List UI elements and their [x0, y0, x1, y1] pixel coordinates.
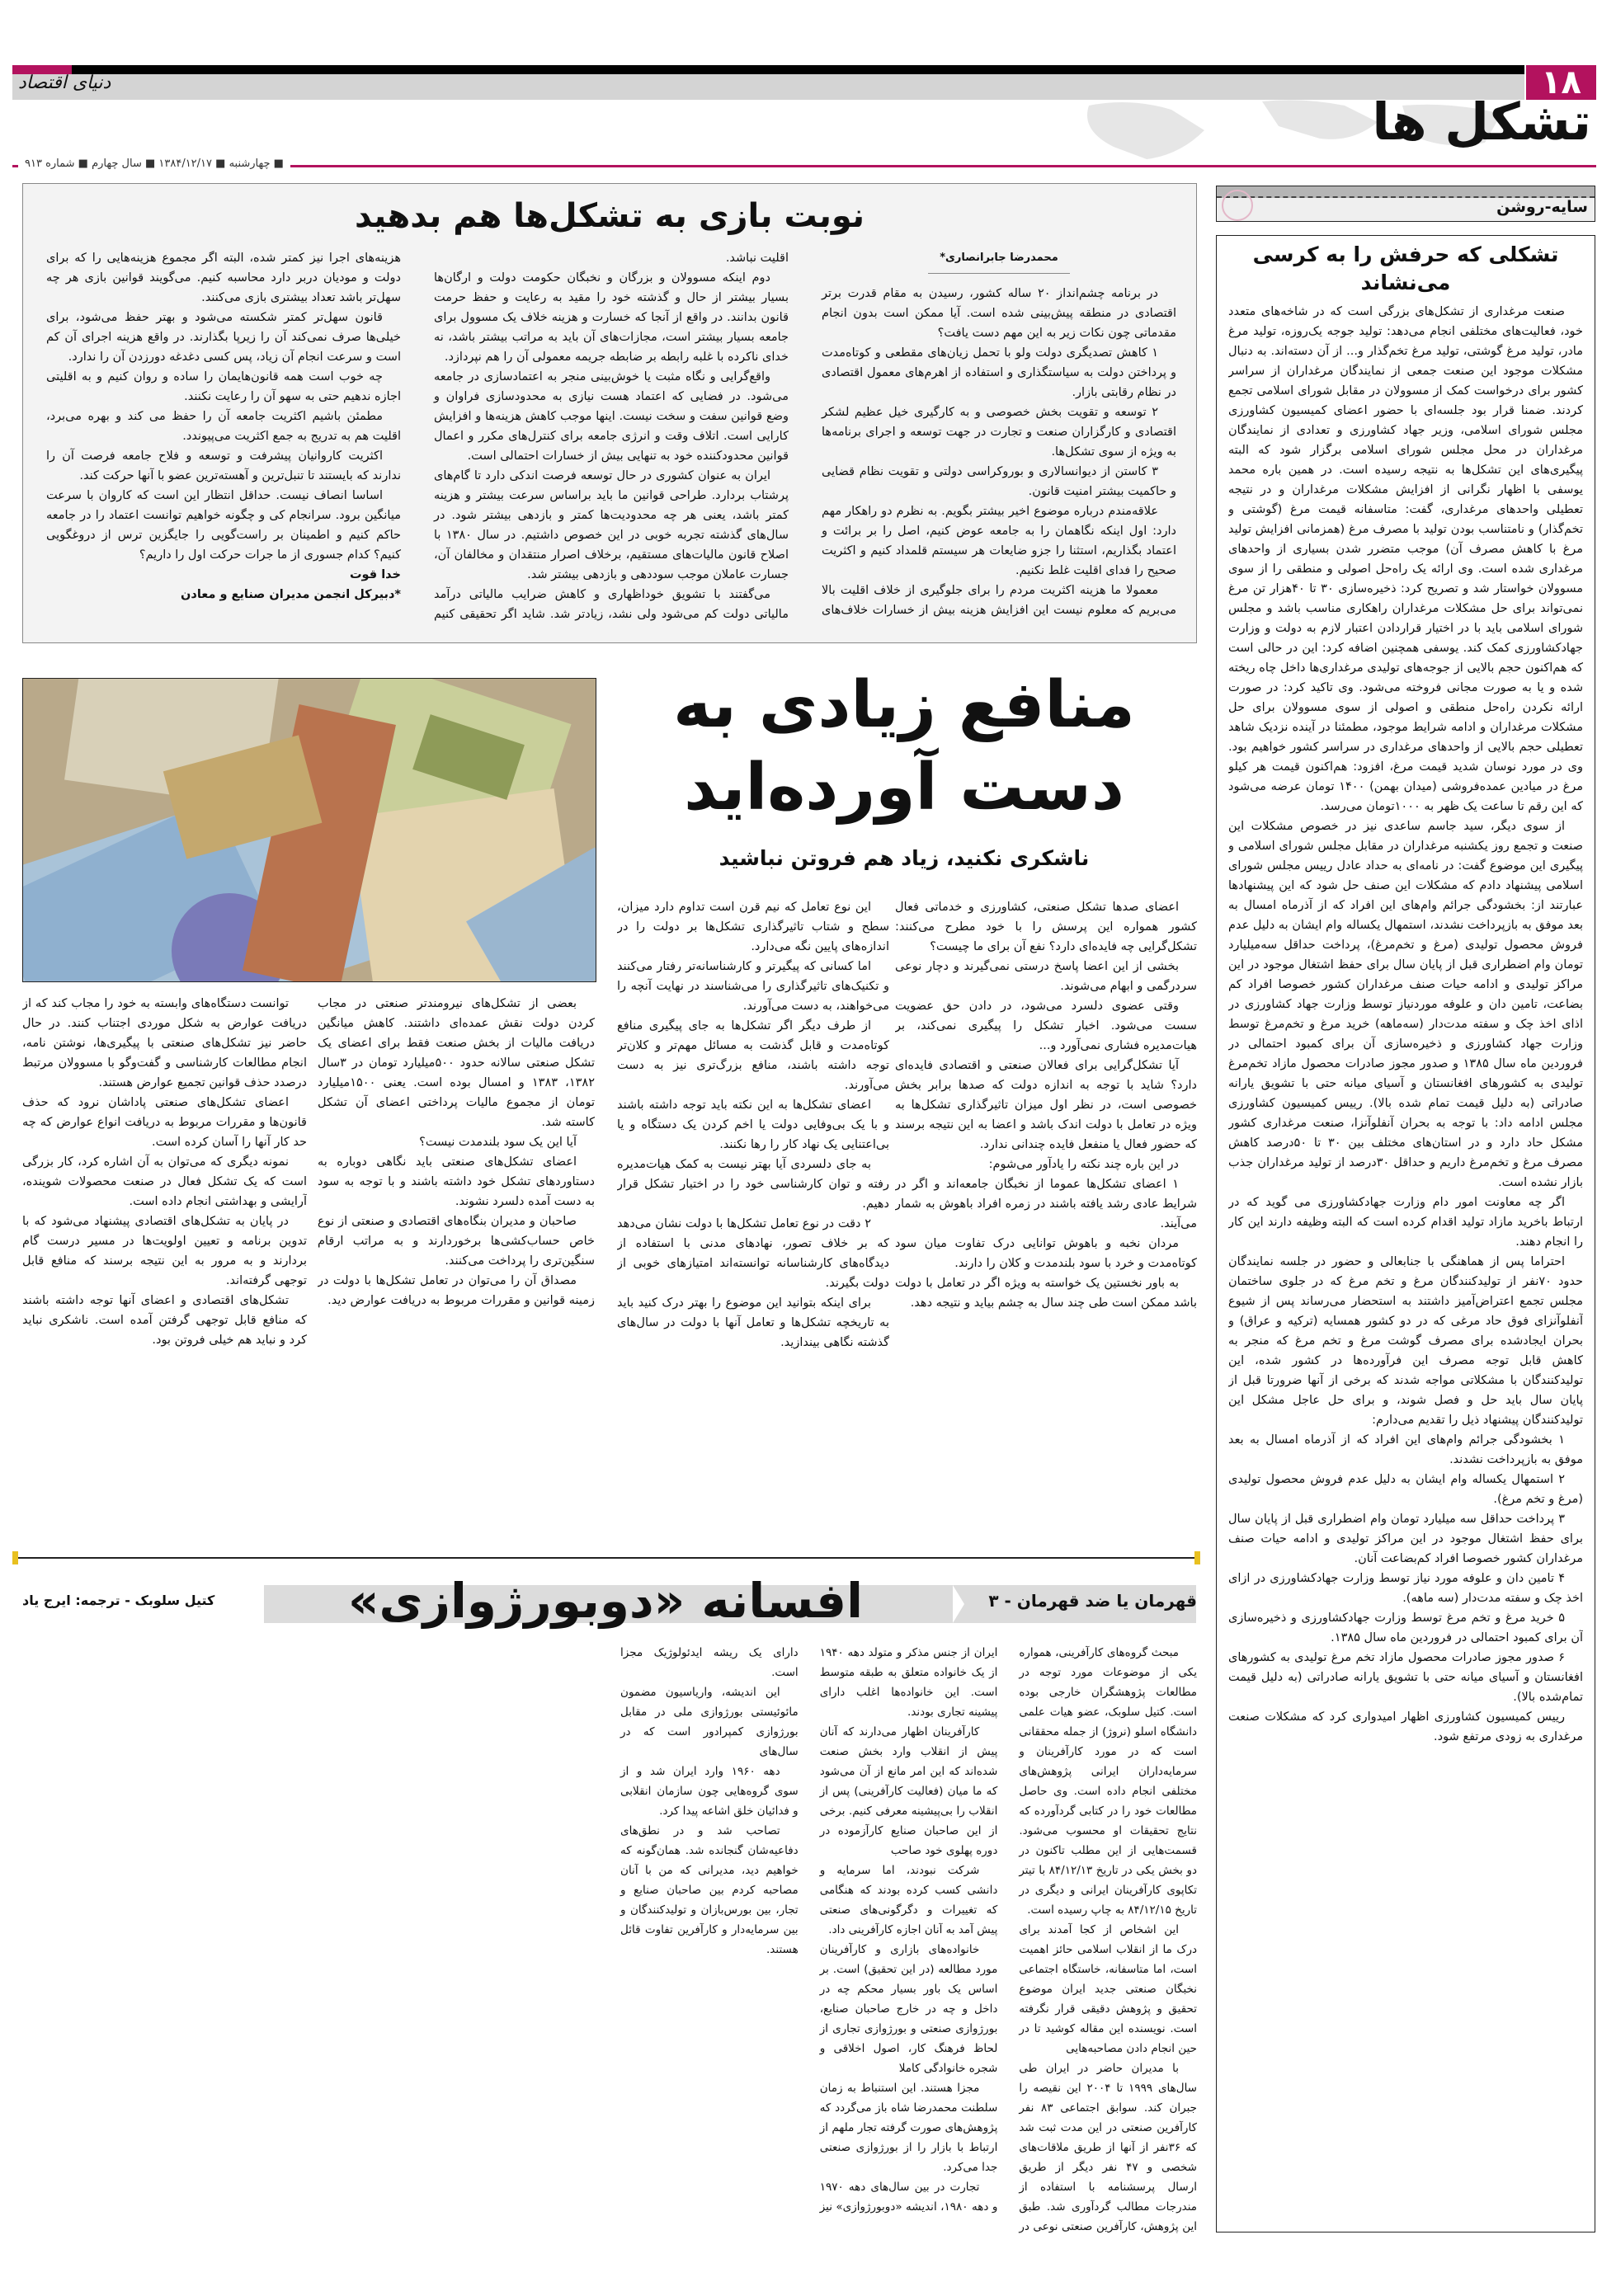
sidebar-article — [1216, 235, 1595, 2232]
paragraph: به جای دلسردی آیا بهتر نیست به کمک هیات‌مدیره رفته و توان کارشناسی خود را در اختیار تشکل قرار دهیم. — [617, 1158, 889, 1211]
banknotes-photo — [22, 678, 596, 982]
paragraph: در این باره چند نکته را یادآور می‌شوم: — [988, 1158, 1179, 1171]
paragraph: ایران به عنوان کشوری در حال توسعه فرصت اندکی دارد تا گام‌های پرشتاب بردارد. طراحی قوانین ما باید براساس سرعت بیشتر و هزینه کمتر باشد، یعنی هر چه محدودیت‌ها کمتر و بازدهی بیشتر شود. در سال‌های گذشته تجربه خوبی در این خصوص داشتیم. در سال ۱۳۸۰ با اصلاح قانون مالیات‌های مستقیم، برخلاف اصرار منتقدان و مخالفان آن، جسارت عاملان موجب سوددهی و بازدهی بیشتر شد. — [434, 469, 789, 581]
paragraph: وقتی عضوی دلسرد می‌شود، در دادن حق عضویت سست می‌شود. اخبار تشکل را پیگیری نمی‌کند، بر هیات‌مدیره فشاری نمی‌آورد و... — [895, 1000, 1197, 1052]
paragraph: می‌گفتند با تشویق خوداظهاری و کاهش ضرایب مالیاتی درآمد مالیاتی دولت کم می‌شود ولی نشد، زیادتر شد. شاید اگر تحقیقی کنیم هزینه‌های اجرا نیز کمتر شده، البته اگر مجموع هزینه‌هایی را که برای دولت و مودیان دربر دارد محاسبه کنیم. می‌گویند قوانین بازی هر چه سهل‌تر باشد تعداد بیشتری بازی می‌کنند. — [46, 252, 789, 621]
main-headline: منافع زیادی به دست آورده‌اید — [673, 668, 1135, 825]
paragraph: مبحث گروه‌های کارآفرینی، همواره یکی از موضوعات مورد توجه در مطالعات پژوهشگران خارجی بوده است. کتیل سلوبک، عضو هیات علمی دانشگاه اسلو (نروژ) از جمله محققانی است که در مورد کارآفرینان و سرمایه‌داران ایرانی پژوهش‌های مختلفی انجام داده است. وی حاصل مطالعات خود را در کتابی گردآورده که نتایج تحقیقات او محسوب می‌شود. قسمت‌هایی از این مطلب تاکنون در دو بخش یکی در تاریخ ۸۴/۱۲/۱۳ با تیتر تکاپوی کارآفرینان ایرانی و دیگری در تاریخ ۸۴/۱۲/۱۵ به چاپ رسیده است. — [1019, 1646, 1197, 1917]
sidebar-column-header — [1216, 186, 1595, 222]
series-article-body — [22, 1643, 1197, 2237]
paragraph: کارآفرینان اظهار می‌دارند که آنان پیش از انقلاب وارد بخش صنعت شده‌اند که این امر مانع از آن می‌شود که ما میان (فعالیت کارآفرینی) پس از انقلاب را بی‌پیشینه معرفی کنیم. برخی از این صاحبان صنایع کارآزموده در دوره پهلوی خود صاحب — [819, 1725, 998, 1857]
paragraph: اساسا انصاف نیست. حداقل انتظار این است که کاروان با سرعت میانگین برود. سرانجام کی و چگونه خواهیم توانست اعتماد را در جامعه حاکم کنیم و اطمینان بر راست‌گویی را جایگزین ترس از دروغگویی کنیم؟ کدام جسوری از ما جرات حرکت اول را داریم؟ — [46, 489, 401, 562]
masthead-gray-bar — [12, 74, 1524, 100]
paragraph: مصداق آن را می‌توان در تعامل تشکل‌ها با دولت در زمینه قوانین و مقررات مربوط به دریافت عوارض دید. — [318, 1274, 595, 1307]
paragraph: صاحبان و مدیران بنگاه‌های اقتصادی و صنعتی از نوع خاص حساب‌کشی‌ها برخوردارند و به مراتب ارقام سنگین‌تری را پرداخت می‌کنند. — [318, 1215, 595, 1268]
paragraph: خانواده‌های بازاری و کارآفرینان مورد مطالعه (در این تحقیق) است. بر اساس یک باور بسیار محکم چه در داخل و چه در خارج صاحبان صنایع، بورژوازی صنعتی و بورژوازی تجاری از لحاظ فرهنگ کار، اصول اخلاقی و شجره خانوادگی کاملا — [819, 1943, 998, 2075]
opinion-article-title: نوبت بازی به تشکل‌ها هم بدهید — [355, 197, 865, 235]
page-number: ۱۸ — [1526, 65, 1596, 100]
paragraph: بخشی از این اعضا پاسخ درستی نمی‌گیرند و دچار نوعی سردرگمی و ابهام می‌شوند. — [895, 960, 1197, 993]
globe-icon — [1222, 190, 1253, 221]
paragraph: این نوع تعامل که نیم قرن است تداوم دارد میزان، سطح و شتاب تاثیرگذاری تشکل‌ها بر دولت را در اندازه‌های پایین نگه می‌دارد. — [617, 901, 889, 953]
paragraph: در برنامه چشم‌انداز ۲۰ ساله کشور، رسیدن به مقام قدرت برتر اقتصادی در منطقه پیش‌بینی شده است. آیا ممکن است بدون انجام مقدماتی چون نکات زیر به این مهم دست یافت؟ — [822, 287, 1176, 340]
header-strip — [1217, 186, 1595, 198]
paragraph: ۵ خرید مرغ و تخم مرغ توسط وزارت جهادکشاورزی و ذخیره‌سازی آن برای کمبود احتمالی در فروردین ماه سال ۱۳۸۵. — [1228, 1611, 1583, 1644]
series-label: قهرمان یا ضد قهرمان - ۳ — [988, 1591, 1197, 1611]
paragraph: چه خوب است همه قانون‌هایمان را ساده و روان کنیم و به اقلیتی اجازه ندهیم حتی به سهو آن را رعایت نکنند. — [46, 370, 401, 403]
paragraph: این اشخاص از کجا آمدند برای درک ما از انقلاب اسلامی حائز اهمیت است، اما متاسفانه، خاستگاه اجتماعی نخبگان صنعتی جدید ایران موضوع تحقیق و پژوهش دقیقی قرار نگرفته است. نویسنده این مقاله کوشید تا در حین انجام دادن مصاحبه‌هایی — [1019, 1923, 1197, 2055]
paragraph: ۲ دقت در نوع تعامل تشکل‌ها با دولت نشان می‌دهد که بر خلاف تصور، نهادهای مدنی با استفاده از دیدگاه‌های کارشناسانه توانسته‌اند امتیازهای خوبی از دولت بگیرند. — [617, 1217, 889, 1290]
paragraph-list — [617, 897, 889, 1353]
banknotes-image — [23, 679, 596, 981]
paragraph: اکثریت کاروانیان پیشرفت و توسعه و فلاح جامعه فرصت آن را ندارند که بایستند تا تنبل‌ترین و آهسته‌ترین عضو با آنها حرکت کند. — [46, 449, 401, 482]
paragraph: اعضای تشکل‌ها به این نکته باید توجه داشته باشند و با یک بی‌وفایی دولت یا اخم کردن یک دستگاه و یا بی‌اعتنایی یک نهاد کار را رها نکنند. — [617, 1099, 889, 1151]
paragraph: ۱ اعضای تشکل‌ها عموما از نخبگان جامعه‌اند و اگر در شرایط عادی رشد یافته باشند در زمره افراد باهوش به شمار می‌آیند. — [895, 1178, 1197, 1230]
paragraph: ۶ صدور مجوز صادرات محصول مازاد تخم مرغ تولیدی به کشورهای افغانستان و آسیای میانه حتی با تشویق یارانه صادراتی (به دلیل قیمت تمام‌شده بالا). — [1228, 1651, 1583, 1704]
rule-end-marker — [12, 1551, 18, 1564]
paragraph: آیا تشکل‌گرایی برای فعالان صنعتی و اقتصادی فایده‌ای دارد؟ شاید با توجه به اندازه دولت که صدها برابر بخش خصوصی است، در نظر اول میزان تاثیرگذاری تشکل‌ها به ویژه در تعامل با دولت اندک باشد و اعضا به این نتیجه برسند که حضور فعال یا منفعل فایده چندانی ندارد. — [895, 1059, 1197, 1151]
sidebar-article-body — [1228, 302, 1583, 2232]
paragraph-list — [318, 994, 595, 1310]
series-article-title: افسانه «دوبورژوازی» — [348, 1573, 863, 1629]
paragraph: ۴ تامین دان و علوفه مورد نیاز توسط وزارت جهادکشاورزی در ازای اخذ چک و سفته مدت‌دار (سه ماهه). — [1228, 1572, 1583, 1605]
paragraph: رییس کمیسیون کشاورزی اظهار امیدواری کرد که مشکلات صنعت مرغداری به زودی مرتفع شود. — [1228, 1710, 1583, 1743]
series-header — [22, 1565, 1197, 1636]
main-headline-block — [610, 664, 1198, 872]
paragraph: به باور نخستین یک خواسته به ویژه اگر در تعامل با دولت باشد ممکن است طی چند سال به چشم بیاید و نتیجه دهد. — [895, 1277, 1197, 1310]
paragraph: ۱ بخشودگی جرائم وام‌های این افراد که از آذرماه امسال به بعد موفق به بازپرداخت نشدند. — [1228, 1433, 1583, 1466]
paragraph-list — [1228, 302, 1583, 1747]
paragraph: تشکل‌های اقتصادی و اعضای آنها توجه داشته باشند که منافع قابل توجهی گرفتن آمده است. ناشکری نباید کرد و نباید هم خیلی فروتن بود. — [22, 1294, 307, 1347]
bottom-section-rule — [12, 1557, 1200, 1559]
paragraph: تصاحب شد و در نطق‌های دفاعیه‌شان گنجانده شد. همان‌گونه که خواهیم دید، مدیرانی که من با آنان مصاحبه کردم بین صاحبان صنایع و تجار، بین بورس‌بازان و تولیدکنندگان و بین سرمایه‌دار و کارآفرین تفاوت قائل هستند. — [620, 1824, 799, 1956]
main-article-column-1 — [895, 897, 1197, 1541]
rule-end-marker — [1194, 1551, 1200, 1564]
paragraph: ۲ استمهال یکساله وام ایشان به دلیل عدم فروش محصول تولیدی (مرغ و تخم مرغ). — [1228, 1473, 1583, 1506]
paragraph: ۱ کاهش تصدیگری دولت ولو با تحمل زیان‌های مقطعی و کوتاه‌مدت و پرداختن دولت به سیاستگذاری و استفاده از اهرم‌های معمول اقتصادی در نظام رقابتی بازار. — [822, 346, 1176, 399]
paragraph: واقع‌گرایی و نگاه مثبت یا خوش‌بینی منجر به اعتمادسازی در جامعه می‌شود. در فضایی که اعتماد هست نیازی به محدودسازی فراوان و وضع قوانین سفت و سخت نیست. اینها موجب کاهش هزینه‌ها و افزایش کارایی است. اتلاف وقت و انرژی جامعه برای کنترل‌های مکرر و اعمال قوانین محدودکننده خود به تنهایی بیش از خسارات احتمالی است. — [434, 370, 789, 463]
paragraph: مردان نخبه و باهوش توانایی درک تفاوت میان سود کوتاه‌مدت و خرد با سود بلندمدت و کلان را دارند. — [895, 1237, 1197, 1270]
paragraph: مطمئن باشیم اکثریت جامعه آن را حفظ می کند و بهره می‌برد، اقلیت هم به تدریج به جمع اکثریت می‌پیوندد. — [46, 410, 401, 443]
paragraph: قانون سهل‌تر کمتر شکسته می‌شود و بهتر حفظ می‌شود، برای خیلی‌ها صرف نمی‌کند آن را زیرپا بگذارند. در واقع هزینه اجرای آن کم است و سرعت انجام آن زیاد، پس کسی دغدغه دورزدن آن را ندارد. — [46, 311, 401, 364]
paragraph: اگر چه معاونت امور دام وزارت جهادکشاورزی می گوید که در ارتباط باخرید مازاد تولید اقدام کرده است که البته وظیفه دارند این کار را انجام دهند. — [1228, 1196, 1583, 1249]
article-closing: خدا قوت — [349, 568, 401, 581]
paragraph-list — [22, 994, 307, 1350]
paragraph: دهه ۱۹۶۰ وارد ایران شد و از سوی گروه‌هایی چون سازمان انقلابی و فدائیان خلق اشاعه پیدا کرد. — [620, 1765, 799, 1818]
masthead-black-bar — [12, 65, 1524, 74]
paragraph: ۳ کاستن از دیوانسالاری و بوروکراسی دولتی و تقویت نظام قضایی و حاکمیت بیشتر امنیت قانون. — [822, 465, 1176, 498]
paragraph: توانست دستگاه‌های وابسته به خود را مجاب کند که از دریافت عوارض به شکل موردی اجتناب کنند. در حال حاضر نیز تشکل‌های صنعتی با پیگیری‌ها، نوشتن نامه، انجام مطالعات کارشناسی و گفت‌وگو با مسوولان مرتبط درصدد حذف قوانین تجمیع عوارض هستند. — [22, 997, 307, 1089]
paragraph: اعضای تشکل‌های صنعتی باید نگاهی دوباره به دستاوردهای تشکل خود داشته باشند و با توجه به سود به دست آمده دلسرد نشوند. — [318, 1155, 595, 1208]
sidebar-article-title: تشکلی که حرفش را به کرسی می‌نشاند — [1252, 242, 1559, 294]
paragraph: مجزا هستند. این استنباط به زمان سلطنت محمدرضا شاه باز می‌گردد که پژوهش‌های صورت گرفته تجار ملهم از ارتباط با بازار را از بورژوازی صنعتی جدا می‌کرد. — [819, 2082, 998, 2174]
author-translator: کتیل سلوبک - ترجمه: ایرج یاد — [22, 1593, 215, 1608]
section-title: تشکل ها — [1372, 92, 1591, 152]
paragraph: اعضای صدها تشکل صنعتی، کشاورزی و خدماتی فعال کشور همواره این پرسش را با خود مطرح می‌کنند: تشکل‌گرایی چه فایده‌ای دارد؟ نفع آن برای ما چیست؟ — [895, 901, 1197, 953]
paragraph: اعضای تشکل‌های صنعتی پاداشان نرود که حذف قانون‌ها و مقررات مربوط به دریافت انواع عوارض که چه حد کار آنها را آسان کرده است. — [22, 1096, 307, 1149]
paragraph-list — [620, 1643, 1197, 2237]
newspaper-logo: دنیای اقتصاد — [18, 73, 111, 93]
paragraph: از سوی دیگر، سید جاسم ساعدی نیز در خصوص مشکلات این صنعت و تجمع روز یکشنبه مرغداران در مقابل مجلس شورای اسلامی و پیگیری این موضوع گفت: در نامه‌ای به حداد عادل رییس مجلس شورای اسلامی پیشنهاد دادم که مشکلات این صنف حل شود که این پیشنهادها عبارتند از: بخشودگی جرائم وام‌های این افراد که از آذرماه امسال به بعد موفق به بازپرداخت نشدند، استمهال یکساله وام ایشان به دلیل عدم فروش محصول تولیدی (مرغ و تخم‌مرغ)، پرداخت حداقل سه‌میلیارد تومان وام اضطراری قبل از پایان سال برای حفظ اشتغال موجود در این مراکز تولیدی و ادامه حیات صنف مرغداران کشور خصوصا افراد کم بضاعت، تامین دان و علوفه موردنیاز توسط وزارت جهاد کشاورزی در اذای اخذ چک و سفته مدت‌دار (سه‌ماهه) خرید مرغ و تخم‌مرغ توسط وزارت جهاد کشاورزی و ذخیره‌سازی آن برای کمبود احتمالی در فروردین ماه سال ۱۳۸۵ و صدور مجوز صادرات محصول مازاد تخم‌مرغ تولیدی به کشورهای افغانستان و آسیای میانه حتی با تشویق یارانه صادراتی (به دلیل قیمت تمام شده بالا). رییس کمیسیون کشاورزی مجلس ادامه داد: با توجه به بحران آنفلوآنزا، صنعت مرغداری کشور مشکل حاد دارد و در استان‌های مختلف بین ۳۰ تا ۵۰درصد کاهش مصرف مرغ و تخم‌مرغ داریم و حداقل ۳۰درصد از تولید مرغداران جذب بازار نشده است. — [1228, 820, 1583, 1189]
main-article-column-2 — [617, 897, 889, 1541]
paragraph: شرکت نبودند، اما سرمایه و دانشی کسب کرده بودند که هنگامی که تغییرات و دگرگونی‌های صنعتی پیش آمد به آنان اجازه کارآفرینی داد. — [819, 1864, 998, 1936]
paragraph: از طرف دیگر اگر تشکل‌ها به جای پیگیری منافع کوتاه‌مدت و قابل گذشت به مسائل مهم‌تر و کلان‌تر توجه داشته باشند، منافع بزرگ‌تری نیز به دست می‌آورند. — [617, 1019, 889, 1092]
paragraph: اما کسانی که پیگیرتر و کارشناسانه‌تر رفتار می‌کنند و تکنیک‌های تاثیرگذاری را می‌شناسند در نهایت آنچه را می‌خواهند، به دست می‌آورند. — [617, 960, 889, 1013]
issue-date-line: ■ چهارشنبه ■ ۱۳۸۴/۱۲/۱۷ ■ سال چهارم ■ شماره ۹۱۳ — [18, 158, 290, 170]
opinion-article-body — [46, 248, 1176, 632]
paragraph: صنعت مرغداری از تشکل‌های بزرگی است که در شاخه‌های متعدد خود، فعالیت‌های مختلفی انجام می‌دهد: تولید جوجه یک‌روزه، تولید مرغ مادر، تولید مرغ گوشتی، تولید مرغ تخم‌گذار و... از آن دسته‌اند. به دنبال مشکلات موجود این صنعت جمعی از نمایندگان مرغداران از سراسر کشور برای درخواست کمک از مسوولان در مقابل شورای اسلامی تجمع کردند. ضمنا قرار بود جلسه‌ای با حضور اعضای کمیسیون کشاورزی مجلس شورای اسلامی، وزیر جهاد کشاورزی و تعدادی از نمایندگان مرغداران در محل مجلس شورای اسلامی برگزار شود که البته پیگیری‌های این تشکل‌ها به نتیجه رسیده است. در همین باره محمد یوسفی با اظهار نگرانی از افزایش مشکلات مرغداران و در نتیجه تعطیلی واحدهای مرغداری، گفت: متاسفانه قیمت مرغ (گوشتی و تخم‌گذار) و نامتناسب بودن تولید با مصرف مرغ (همزمانی افزایش تولید مرغ با کاهش مصرف آن) موجب متضرر شدن بسیاری از واحدهای مرغداری شده است. وی ارائه یک راه‌حل اصولی و منطقی را از سوی مسوولان خواستار شد و تصریح کرد: ذخیره‌سازی ۳۰ تا ۴۰هزار تن مرغ نمی‌تواند برای حل مشکلات مرغداران راهکاری مناسب باشد و مجلس شورای اسلامی باید با در اختیار قراردادن اعتبار لازم به دولت و وزارت جهادکشاورزی کمک کند. یوسفی همچنین اضافه کرد: این در حالی است که هم‌اکنون حجم بالایی از جوجه‌های تولیدی مرغداری‌ها داخل چاه ریخته شده و یا به صورت مجانی فروخته می‌شود. وی تاکید کرد: در صورت ارائه نکردن راه‌حل منطقی و اصولی از سوی مسوولان برای حل مشکلات مرغداران و ادامه شرایط موجود، مطمئنا در آینده نزدیک شاهد تعطیلی حجم بالایی از واحدهای مرغداری در سراسر کشور خواهیم بود. وی در مورد نوسان شدید قیمت مرغ، افزود: هم‌اکنون قیمت هر کیلو مرغ در میادین عمده‌فروشی (میدان بهمن) ۱۴۰۰ تومان عرضه می‌شود که این رقم تا ساعت یک ظهر به ۱۰۰۰تومان می‌رسد. — [1228, 305, 1583, 813]
paragraph: بعضی از تشکل‌های نیرومندتر صنعتی در مجاب کردن دولت نقش عمده‌ای داشتند. کاهش میانگین دریافت مالیات از بخش صنعت فقط برای اعضای یک تشکل صنعتی سالانه حدود ۵۰۰میلیارد تومان در ۳سال ۱۳۸۲، ۱۳۸۳ و امسال بوده است. یعنی ۱۵۰۰میلیارد تومان از مجموع مالیات پرداختی اعضای آن تشکل کاسته شد. — [318, 997, 595, 1129]
paragraph: در پایان به تشکل‌های اقتصادی پیشنهاد می‌شود که با تدوین برنامه و تعیین اولویت‌ها در مسیر درست گام بردارند و به مرور به این نتیجه برسند که منافع قابل توجهی گرفته‌اند. — [22, 1215, 307, 1287]
paragraph: ۲ توسعه و تقویت بخش خصوصی و به کارگیری خیل عظیم لشکر اقتصادی و کارگزاران صنعت و تجارت در جهت توسعه و اجرای برنامه‌ها به ویژه از سوی تشکل‌ها. — [822, 406, 1176, 459]
paragraph: احتراما پس از هماهنگی با جنابعالی و حضور در جلسه نمایندگان حدود ۷۰نفر از تولیدکنندگان مرغ و تخم مرغ که در جلوی ساختمان مجلس تجمع اعتراض‌آمیز داشتند به استحضار می‌رساند پس از شیوع آنفلوآنزای فوق حاد مرغی که در دو کشور همسایه (ترکیه و عراق) و بحران ایجادشده برای مصرف گوشت مرغ و تخم مرغ که منجر به کاهش قابل توجه مصرف این فرآورده‌ها در کشور شده، این تولیدکنندگان با مشکلاتی مواجه شدند که برخی از آنها ضرورتا قبل از پایان سال باید حل و فصل شوند، و برای حل عاجل مشکل این تولیدکنندگان پیشنهاد ذیل را تقدیم می‌دارم: — [1228, 1255, 1583, 1427]
paragraph: برای اینکه بتوانید این موضوع را بهتر درک کنید باید به تاریخچه تشکل‌ها و تعامل آنها با دولت در سال‌های گذشته نگاهی بیندازید. — [617, 1296, 889, 1349]
paragraph: ۳ پرداخت حداقل سه میلیارد تومان وام اضطراری قبل از پایان سال برای حفظ اشتغال موجود در این مراکز تولیدی و ادامه حیات صنف مرغداران کشور خصوصا افراد کم‌بضاعت آنان. — [1228, 1513, 1583, 1565]
paragraph: علاقه‌مندم درباره موضوع اخیر بیشتر بگویم. به نظرم دو راهکار مهم دارد: اول اینکه نگاهمان را به جامعه عوض کنیم، اصل را بر برائت و اعتماد بگذاریم، استثنا را جزو ضایعات هر سیستم قلمداد کنیم و اکثریت صحیح را فدای اقلیت غلط نکنیم. — [822, 505, 1176, 577]
article-byline: محمدرضا جابرانصاری* — [928, 248, 1070, 274]
paragraph: این اندیشه، واریاسیون مضمون مائوئیستی بورژوازی ملی در مقابل بورژوازی کمپرادور است که در سال‌های — [620, 1686, 799, 1758]
paragraph: با مدیران حاضر در ایران طی سال‌های ۱۹۹۹ تا ۲۰۰۴ این نقیصه را جبران کند. سوابق اجتماعی ۸۳ نفر کارآفرین صنعتی در این مدت ثبت شد که ۳۶نفر از آنها از طریق ملاقات‌های شخصی و ۴۷ نفر دیگر از طریق ارسال پرسشنامه با استفاده از مندرجات مطالب گردآوری شد. طبق این پژوهش، کارآفرین صنعتی نوعی در ایران از جنس مذکر و متولد دهه ۱۹۴۰ از یک خانواده متعلق به طبقه متوسط است. این خانواده‌ها اغلب دارای پیشینه تجاری بودند. — [819, 1646, 1197, 2233]
paragraph: نمونه دیگری که می‌توان به آن اشاره کرد، کار بزرگی است که یک تشکل فعال در صنعت محصولات شوینده، آرایشی و بهداشتی انجام داده است. — [22, 1155, 307, 1208]
main-article-column-3 — [318, 994, 595, 1541]
paragraph: معمولا ما هزینه اکثریت مردم را برای جلوگیری از خلاف اقلیت بالا می‌بریم که معلوم نیست این افزایش هزینه بیش از خسارات خلاف‌های اقلیت نباشد. — [725, 252, 1176, 617]
main-article-column-4 — [22, 994, 307, 1541]
column-label: سایه-روشن — [1496, 198, 1588, 216]
paragraph-list — [895, 897, 1197, 1313]
opinion-article-box — [22, 183, 1197, 643]
paragraph: تجارت در بین سال‌های دهه ۱۹۷۰ و دهه ۱۹۸۰، اندیشه «دوبورژوازی» نیز دارای یک ریشه ایدئولوژیک مجزا است. — [620, 1646, 998, 2214]
paragraph: آیا این یک سود بلندمدت نیست؟ — [419, 1136, 577, 1149]
main-subheadline: ناشکری نکنید، زیاد هم فروتن نباشید — [718, 846, 1090, 870]
paragraph: دوم اینکه مسوولان و بزرگان و نخبگان حکومت دولت و ارگان‌ها بسیار بیشتر از حال و گذشته خود را مقید به رعایت و حفظ حرمت قانون بدانند. در واقع از آنجا که خسارت و هزینه خلاف یک مسوول برای جامعه بسیار بیشتر است، مجازات‌های آن باید به مراتب بیشتر باشد، نه خدای ناکرده با غلبه رابطه بر ضابطه جریمه معمولی آن را هم نپردازد. — [434, 271, 789, 364]
author-footnote: *دبیرکل انجمن مدیران صنایع و معادن — [181, 588, 401, 601]
